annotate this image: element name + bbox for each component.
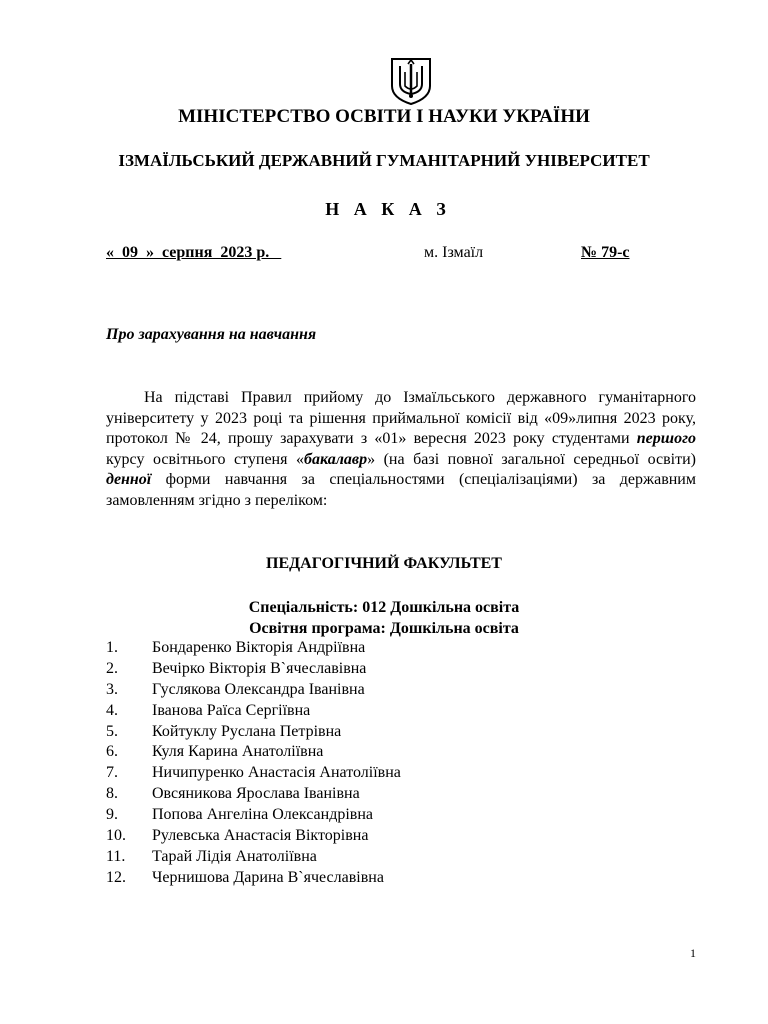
- specialty-block: [0, 597, 768, 639]
- faculty-heading: ПЕДАГОГІЧНИЙ ФАКУЛЬТЕТ: [266, 555, 502, 572]
- list-item-number: 12.: [106, 868, 126, 886]
- ministry-title: МІНІСТЕРСТВО ОСВІТИ І НАУКИ УКРАЇНИ: [178, 106, 590, 127]
- student-name: Гуслякова Олександра Іванівна: [152, 680, 365, 698]
- form-emphasis: денної: [106, 471, 152, 488]
- body-part-3: » (на базі повної загальної середньої освіти): [367, 450, 697, 468]
- order-date: « 09 » серпня 2023 р.: [106, 244, 282, 261]
- list-item-number: 3.: [106, 680, 118, 698]
- list-item-number: 7.: [106, 764, 118, 782]
- degree-emphasis: бакалавр: [304, 450, 368, 468]
- course-emphasis: першого: [636, 430, 696, 447]
- student-name: Попова Ангеліна Олександрівна: [152, 806, 374, 824]
- list-item-number: 6.: [106, 743, 118, 761]
- list-item: [106, 680, 401, 701]
- student-name: Куля Карина Анатоліївна: [152, 743, 324, 761]
- list-item: [106, 784, 401, 805]
- list-item: [106, 847, 401, 868]
- list-item-number: 1.: [106, 639, 118, 656]
- program-line: Освітня програма: Дошкільна освіта: [249, 620, 519, 637]
- list-item-number: 8.: [106, 785, 118, 803]
- list-item: [106, 805, 401, 826]
- student-name: Овсяникова Ярослава Іванівна: [152, 785, 360, 803]
- list-item: [106, 701, 401, 722]
- student-name: Тарай Лідія Анатоліївна: [152, 847, 317, 865]
- body-part-4: форми навчання за спеціальностями (спеціалізаціями) за державним замовленням згідно з переліком:: [106, 471, 696, 509]
- page-number: 1: [690, 946, 696, 960]
- list-item-number: 10.: [106, 827, 126, 845]
- body-part-2: курсу освітнього ступеня «: [106, 450, 305, 468]
- student-name: Койтуклу Руслана Петрівна: [152, 722, 342, 740]
- student-name: Ничипуренко Анастасія Анатоліївна: [152, 764, 401, 782]
- trident-emblem-icon: [388, 56, 434, 106]
- student-list: [106, 638, 401, 889]
- student-name: Вечірко Вікторія В`ячеславівна: [152, 659, 367, 677]
- list-item-number: 4.: [106, 701, 118, 719]
- list-item-number: 9.: [106, 806, 118, 824]
- list-item: [106, 742, 401, 763]
- order-subject: Про зарахування на навчання: [106, 326, 317, 343]
- student-name: Рулевська Анастасія Вікторівна: [152, 827, 369, 845]
- list-item-number: 5.: [106, 722, 118, 740]
- list-item-number: 11.: [106, 847, 126, 865]
- specialty-line: Спеціальність: 012 Дошкільна освіта: [248, 599, 520, 616]
- document-type-title: Н А К А З: [325, 199, 451, 219]
- body-part-1: На підставі Правил прийому до Ізмаїльського державного гуманітарного університету у 2023 році та рішення приймальної комісії від «09»липня 2023 року, протокол № 24, прошу зарахувати з «01» вересня 2023 року студентами: [106, 389, 696, 447]
- list-item: [106, 659, 401, 680]
- list-item-number: 2.: [106, 659, 118, 677]
- order-number: № 79-с: [581, 244, 630, 261]
- list-item: [106, 722, 401, 743]
- list-item: [106, 638, 401, 659]
- list-item: [106, 826, 401, 847]
- student-name: Бондаренко Вікторія Андріївна: [152, 639, 366, 656]
- student-name: Чернишова Дарина В`ячеславівна: [152, 868, 384, 886]
- order-city: м. Ізмаїл: [424, 244, 484, 261]
- order-body-paragraph: [106, 388, 696, 511]
- list-item: [106, 868, 401, 889]
- student-name: Іванова Раїса Сергіївна: [152, 701, 311, 719]
- university-title: ІЗМАЇЛЬСЬКИЙ ДЕРЖАВНИЙ ГУМАНІТАРНИЙ УНІВЕРСИТЕТ: [118, 151, 650, 170]
- list-item: [106, 763, 401, 784]
